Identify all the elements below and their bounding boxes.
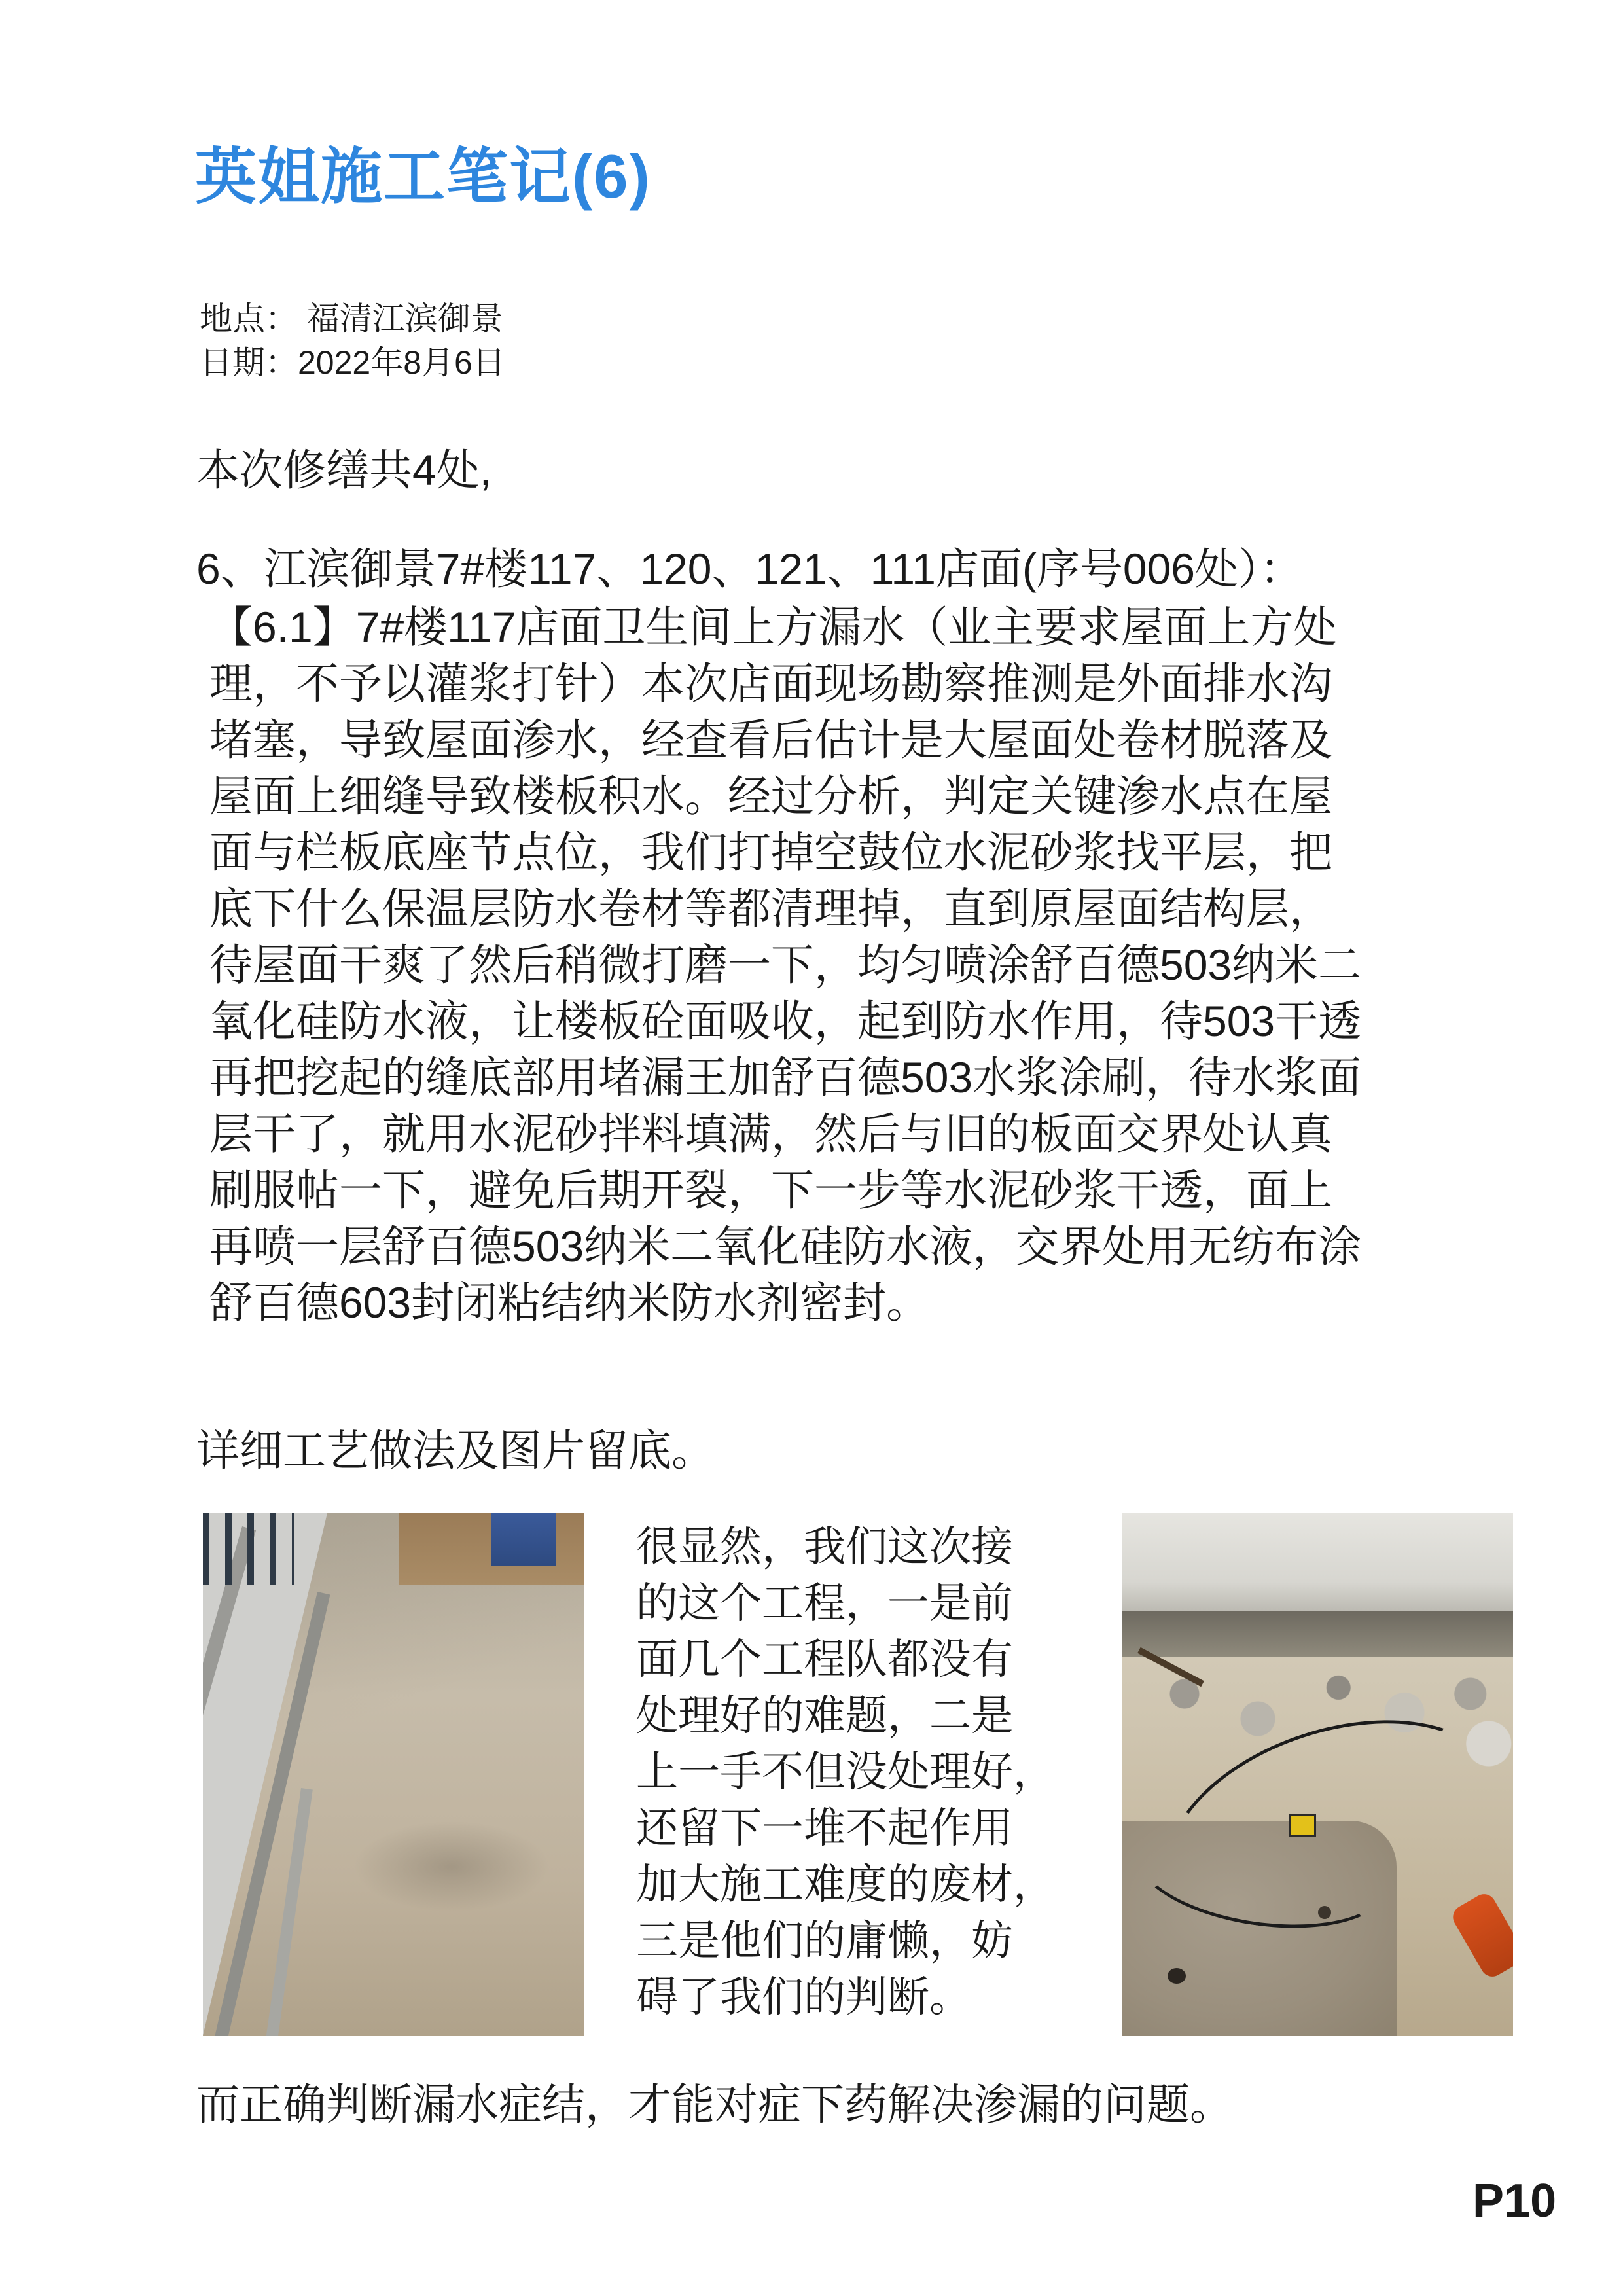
description-line: 理，不予以灌浆打针）本次店面现场勘察推测是外面排水沟 [209, 659, 1332, 708]
conclusion-line: 而正确判断漏水症结，才能对症下药解决渗漏的问题。 [196, 2080, 1233, 2128]
location-line: 地点： 福清江滨御景 [200, 300, 503, 337]
description-line: 舒百德603封闭粘结纳米防水剂密封。 [209, 1278, 930, 1327]
page-title: 英姐施工笔记(6) [195, 142, 651, 211]
drill-hole [1168, 1968, 1186, 1984]
parapet-wall [203, 1513, 327, 2036]
repair-summary: 本次修缮共4处, [196, 446, 492, 494]
page-number: P10 [1472, 2175, 1557, 2227]
description-line: 【6.1】7#楼117店面卫生间上方漏水（业主要求屋面上方处 [209, 603, 1337, 651]
description-line: 再喷一层舒百德503纳米二氧化硅防水液，交界处用无纺布涂 [209, 1222, 1362, 1270]
angle-grinder [1449, 1890, 1513, 1981]
detail-note: 详细工艺做法及图片留底。 [196, 1426, 715, 1475]
parapet-wall [1122, 1513, 1513, 1611]
description-line: 层干了，就用水泥砂拌料填满，然后与旧的板面交界处认真 [209, 1109, 1332, 1158]
commentary-line: 上一手不但没处理好， [636, 1748, 1055, 1795]
description-line: 屋面上细缝导致楼板积水。经过分析，判定关键渗水点在屋 [209, 772, 1332, 820]
date-line: 日期：2022年8月6日 [200, 344, 505, 381]
water-stain [353, 1821, 550, 1912]
commentary-line: 很显然，我们这次接 [636, 1523, 1013, 1570]
demolition-site-photo [1122, 1513, 1513, 2036]
commentary-block [636, 1518, 1055, 2025]
commentary-line: 面几个工程队都没有 [636, 1636, 1013, 1683]
commentary-line: 加大施工难度的废材， [636, 1861, 1055, 1908]
description-line: 待屋面干爽了然后稍微打磨一下，均匀喷涂舒百德503纳米二 [209, 941, 1362, 989]
worker-legs [491, 1513, 556, 1566]
description-line: 氧化硅防水液，让楼板砼面吸收，起到防水作用，待503干透 [209, 997, 1362, 1045]
commentary-line: 的这个工程，一是前 [636, 1579, 1013, 1626]
description-line: 刷服帖一下，避免后期开裂，下一步等水泥砂浆干透，面上 [209, 1166, 1332, 1214]
railing [203, 1513, 294, 1585]
drill-hole [1318, 1906, 1331, 1919]
roof-drain-photo [203, 1513, 584, 2036]
item-heading: 6、江滨御景7#楼117、120、121、111店面(序号006处）： [196, 545, 1303, 593]
cable-plug [1289, 1814, 1316, 1837]
item-description [209, 599, 1361, 1331]
commentary-line: 还留下一堆不起作用 [636, 1804, 1013, 1852]
description-line: 面与栏板底座节点位，我们打掉空鼓位水泥砂浆找平层，把 [209, 828, 1332, 876]
description-line: 再把挖起的缝底部用堵漏王加舒百德503水浆涂刷，待水浆面 [209, 1053, 1362, 1102]
description-line: 堵塞，导致屋面渗水，经查看后估计是大屋面处卷材脱落及 [209, 715, 1332, 764]
description-line: 底下什么保温层防水卷材等都清理掉，直到原屋面结构层， [209, 884, 1332, 933]
commentary-line: 碍了我们的判断。 [636, 1973, 971, 2020]
commentary-line: 三是他们的庸懒，妨 [636, 1917, 1013, 1964]
commentary-line: 处理好的难题，二是 [636, 1692, 1013, 1739]
